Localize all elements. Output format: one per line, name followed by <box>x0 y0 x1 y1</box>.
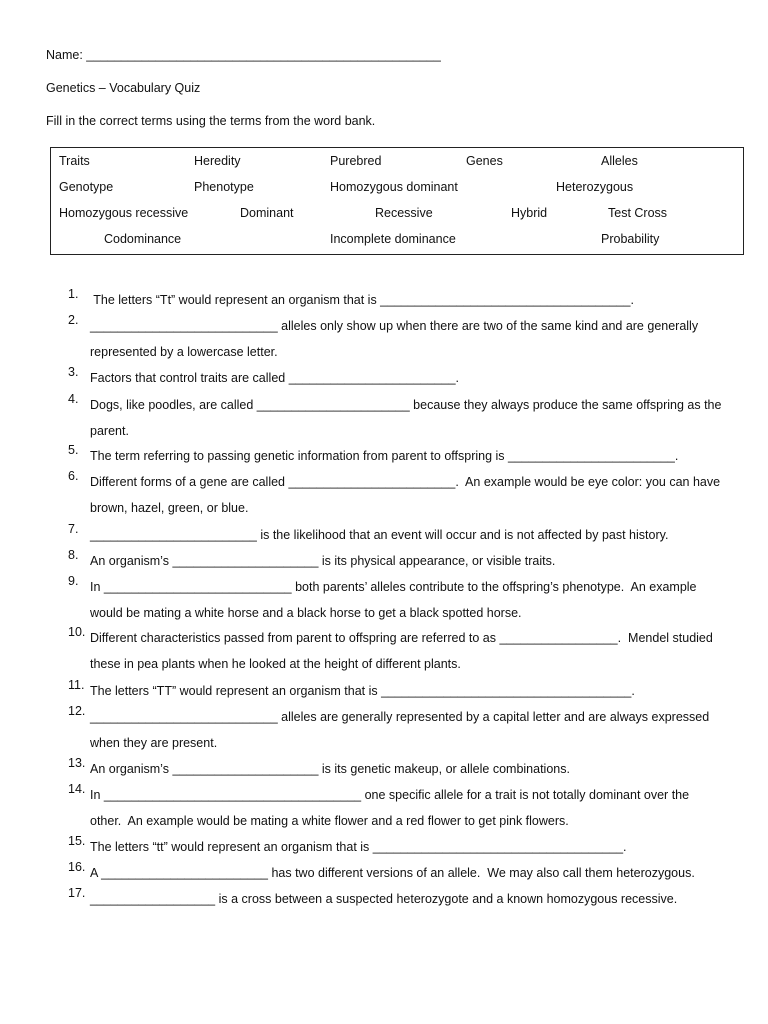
question-text: Factors that control traits are called ________________________. <box>90 371 460 385</box>
word-bank-term: Traits <box>59 154 90 168</box>
word-bank-term: Incomplete dominance <box>330 232 456 246</box>
question-number: 8. <box>68 548 79 562</box>
word-bank-term: Genes <box>466 154 503 168</box>
word-bank <box>50 147 744 255</box>
question-text: The letters “Tt” would represent an organism that is ____________________________________. <box>90 293 634 307</box>
question-number: 5. <box>68 443 79 457</box>
question-number: 16. <box>68 860 86 874</box>
quiz-title: Genetics – Vocabulary Quiz <box>46 81 201 95</box>
question-text: An organism’s _____________________ is its physical appearance, or visible traits. <box>90 554 556 568</box>
word-bank-term: Heredity <box>194 154 241 168</box>
question-text: Different forms of a gene are called ________________________. An example would be eye color: you can have brown, hazel, green, or blue. <box>90 475 721 515</box>
word-bank-term: Homozygous recessive <box>59 206 189 220</box>
question-text: The letters “tt” would represent an organism that is ____________________________________. <box>90 840 627 854</box>
question-text: An organism’s _____________________ is its genetic makeup, or allele combinations. <box>90 762 570 776</box>
word-bank-term: Homozygous dominant <box>330 180 458 194</box>
question-text: ___________________________ alleles only show up when there are two of the same kind and are generally represented by a lowercase letter. <box>90 319 699 359</box>
question-number: 2. <box>68 313 79 327</box>
word-bank-term: Purebred <box>330 154 382 168</box>
name-field-line[interactable]: Name: ___________________________________________________ <box>46 48 441 62</box>
word-bank-term: Probability <box>601 232 660 246</box>
question-number: 6. <box>68 469 79 483</box>
question-number: 4. <box>68 392 79 406</box>
question-text: Different characteristics passed from parent to offspring are referred to as _________________. Mendel studied these in pea plants when he looked at the height of different plants. <box>90 631 713 671</box>
word-bank-term: Heterozygous <box>556 180 634 194</box>
question-text: The letters “TT” would represent an organism that is ____________________________________. <box>90 684 635 698</box>
question-number: 15. <box>68 834 86 848</box>
question-text: ________________________ is the likelihood that an event will occur and is not affected by past history. <box>90 528 669 542</box>
question-text: ___________________________ alleles are generally represented by a capital letter and are always expressed when they are present. <box>90 710 710 750</box>
question-number: 11. <box>68 678 85 692</box>
instructions: Fill in the correct terms using the terms from the word bank. <box>46 114 376 128</box>
question-number: 10. <box>68 625 86 639</box>
question-text: In _____________________________________ one specific allele for a trait is not totally dominant over the other. An example would be mating a white flower and a red flower to get pink flowers. <box>90 788 690 828</box>
question-number: 13. <box>68 756 86 770</box>
word-bank-term: Genotype <box>59 180 114 194</box>
question-text: Dogs, like poodles, are called ______________________ because they always produce the same offspring as the parent. <box>90 398 722 438</box>
word-bank-term: Test Cross <box>608 206 668 220</box>
question-number: 7. <box>68 522 79 536</box>
word-bank-term: Phenotype <box>194 180 254 194</box>
question-number: 17. <box>68 886 86 900</box>
question-text: In ___________________________ both parents’ alleles contribute to the offspring’s phenotype. An example would be mating a white horse and a black horse to get a black spotted horse. <box>90 580 697 620</box>
word-bank-term: Alleles <box>601 154 638 168</box>
word-bank-term: Recessive <box>375 206 433 220</box>
question-number: 1. <box>68 287 79 301</box>
question-number: 14. <box>68 782 86 796</box>
word-bank-term: Dominant <box>240 206 294 220</box>
question-text: __________________ is a cross between a suspected heterozygote and a known homozygous recessive. <box>90 892 678 906</box>
question-number: 9. <box>68 574 79 588</box>
word-bank-term: Hybrid <box>511 206 548 220</box>
question-text: The term referring to passing genetic information from parent to offspring is ________________________. <box>90 449 679 463</box>
question-number: 3. <box>68 365 79 379</box>
question-number: 12. <box>68 704 86 718</box>
question-text: A ________________________ has two different versions of an allele. We may also call them heterozygous. <box>90 866 695 880</box>
word-bank-term: Codominance <box>104 232 182 246</box>
